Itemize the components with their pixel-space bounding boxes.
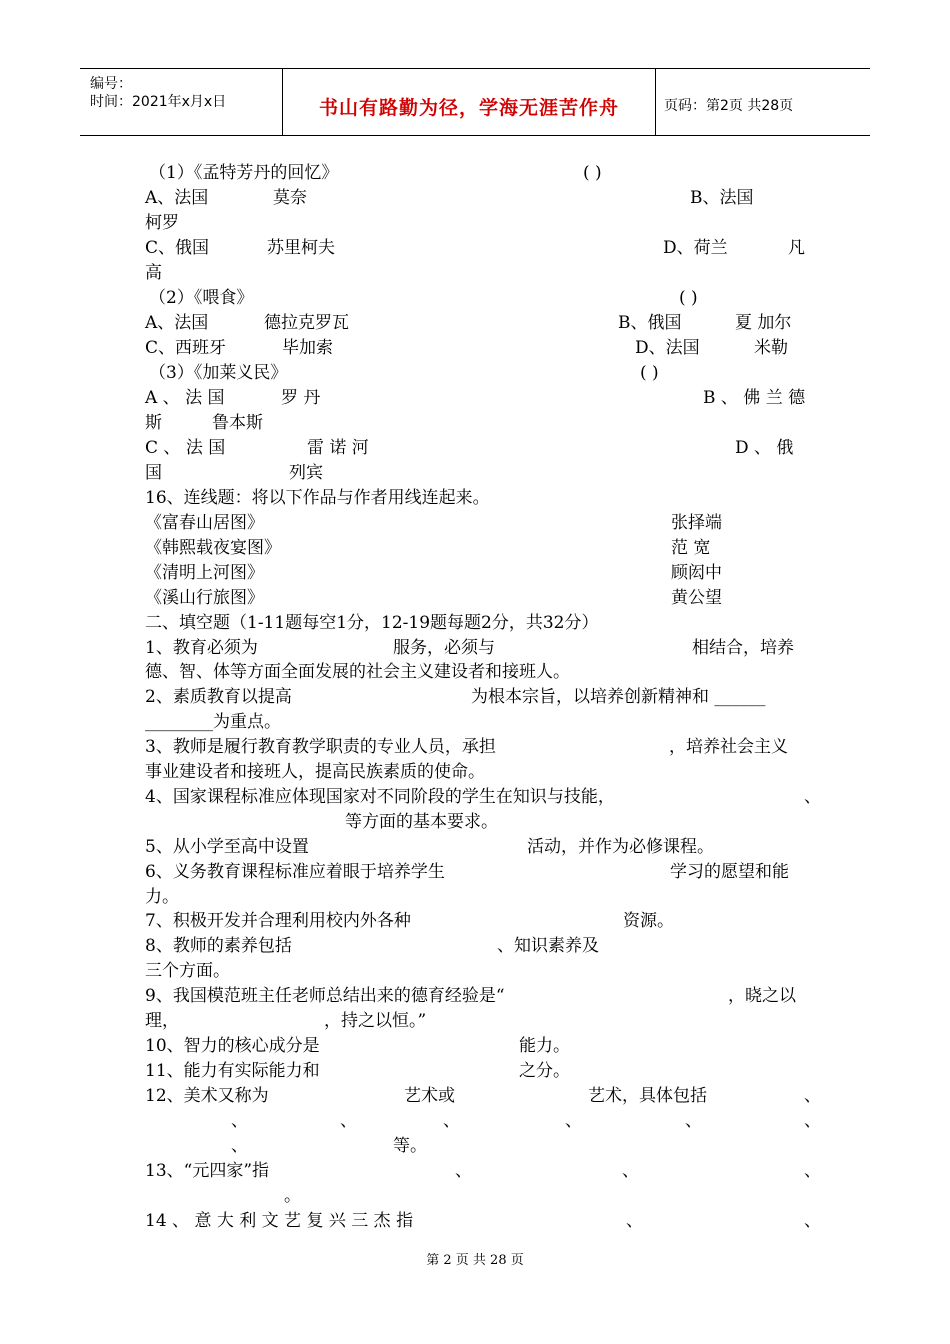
text-line: 、 xyxy=(231,1136,248,1156)
text-line: A 、 法 国 xyxy=(145,388,225,408)
text-line: ( ) xyxy=(679,288,698,308)
text-line: 学习的愿望和能 xyxy=(670,862,789,882)
text-line: 16、连线题：将以下作品与作者用线连起来。 xyxy=(145,488,490,508)
text-line: C、西班牙 xyxy=(145,338,227,358)
text-line: 范 宽 xyxy=(671,538,711,558)
text-line: 国 xyxy=(145,463,162,483)
text-line: 、 xyxy=(804,1161,821,1181)
page-header xyxy=(80,68,870,136)
text-line: ( ) xyxy=(640,363,659,383)
text-line: 服务，必须与 xyxy=(393,638,495,658)
text-line: （2）《喂食》 xyxy=(149,288,254,308)
text-line: 雷 诺 河 xyxy=(307,438,369,458)
text-line: 、 xyxy=(685,1111,702,1131)
text-line: 苏里柯夫 xyxy=(267,238,335,258)
text-line: 黄公望 xyxy=(671,588,722,608)
text-line: 等方面的基本要求。 xyxy=(345,812,498,832)
text-line: 《富春山居图》 xyxy=(145,513,264,533)
text-line: B、法国 xyxy=(690,188,754,208)
text-line: 莫奈 xyxy=(273,188,307,208)
text-line: 毕加索 xyxy=(282,338,333,358)
text-line: （1）《孟特芳丹的回忆》 xyxy=(149,163,339,183)
text-line: 三个方面。 xyxy=(145,961,230,981)
text-line: 12、美术又称为 xyxy=(145,1086,269,1106)
text-line: 、 xyxy=(231,1111,248,1131)
header-page-cell xyxy=(656,69,870,135)
text-line: 顾闳中 xyxy=(671,563,722,583)
text-line: 1、教育必须为 xyxy=(145,638,258,658)
text-line: 7、积极开发并合理利用校内外各种 xyxy=(145,911,411,931)
text-line: 《清明上河图》 xyxy=(145,563,264,583)
text-line: 力。 xyxy=(145,887,179,907)
text-line: 8、教师的素养包括 xyxy=(145,936,292,956)
text-line: 2、素质教育以提高 xyxy=(145,687,292,707)
text-line: 、 xyxy=(804,1086,821,1106)
text-line: A、法国 xyxy=(145,188,209,208)
text-line: 、 xyxy=(622,1161,639,1181)
text-line: 、 xyxy=(340,1111,357,1131)
header-motto: 书山有路勤为径，学海无涯苦作舟 xyxy=(318,97,619,119)
text-line: 列宾 xyxy=(289,463,323,483)
text-line: 张择端 xyxy=(671,513,722,533)
text-line: 罗 丹 xyxy=(281,388,321,408)
header-motto-cell xyxy=(283,69,656,135)
header-info-cell xyxy=(80,69,283,135)
header-page-number: 页码：第2页 共28页 xyxy=(664,98,794,114)
text-line: C、俄国 xyxy=(145,238,210,258)
text-line: 5、从小学至高中设置 xyxy=(145,837,309,857)
text-line: 相结合，培养 xyxy=(692,638,794,658)
text-line: D、法国 xyxy=(635,338,700,358)
text-line: ( ) xyxy=(583,163,602,183)
document-time-label: 时间：2021年x月x日 xyxy=(90,94,227,110)
text-line: 夏 加尔 xyxy=(735,313,792,333)
text-line: 《韩熙载夜宴图》 xyxy=(145,538,281,558)
text-line: D 、 俄 xyxy=(735,438,794,458)
text-line: 艺术，具体包括 xyxy=(588,1086,707,1106)
text-line: 凡 xyxy=(788,238,805,258)
text-line: 、 xyxy=(804,787,821,807)
text-line: 13、“元四家”指 xyxy=(145,1161,270,1181)
text-line: ，晓之以 xyxy=(728,986,796,1006)
text-line: 德、智、体等方面全面发展的社会主义建设者和接班人。 xyxy=(145,662,570,682)
text-line: 14 、 意 大 利 文 艺 复 兴 三 杰 指 xyxy=(145,1211,414,1231)
text-line: 3、教师是履行教育教学职责的专业人员，承担 xyxy=(145,737,496,757)
text-line: B、俄国 xyxy=(618,313,682,333)
text-line: 之分。 xyxy=(519,1061,570,1081)
text-line: 柯罗 xyxy=(145,213,179,233)
text-line: 为根本宗旨，以培养创新精神和 ______ xyxy=(471,687,766,707)
text-line: 活动，并作为必修课程。 xyxy=(527,837,714,857)
text-line: A、法国 xyxy=(145,313,209,333)
text-line: 、 xyxy=(626,1211,643,1231)
text-line: B 、 佛 兰 德 xyxy=(703,388,806,408)
text-line: 能力。 xyxy=(519,1036,570,1056)
text-line: （3）《加莱义民》 xyxy=(149,363,288,383)
document-number-label: 编号： xyxy=(90,76,132,92)
text-line: 。 xyxy=(284,1186,301,1206)
page-footer: 第 2 页 共 28 页 xyxy=(426,1253,524,1268)
text-line: 高 xyxy=(145,263,162,283)
text-line: ，培养社会主义 xyxy=(669,737,788,757)
text-line: 、知识素养及 xyxy=(497,936,599,956)
text-line: ________为重点。 xyxy=(145,712,281,732)
text-line: 米勒 xyxy=(754,338,788,358)
text-line: 鲁本斯 xyxy=(212,413,263,433)
text-line: 、 xyxy=(455,1161,472,1181)
text-line: 艺术或 xyxy=(404,1086,455,1106)
text-line: 二、填空题（1-11题每空1分，12-19题每题2分，共32分） xyxy=(145,613,599,633)
text-line: 10、智力的核心成分是 xyxy=(145,1036,320,1056)
text-line: 德拉克罗瓦 xyxy=(264,313,349,333)
text-line: 4、国家课程标准应体现国家对不同阶段的学生在知识与技能， xyxy=(145,787,615,807)
text-line: 、 xyxy=(804,1211,821,1231)
text-line: 9、我国模范班主任老师总结出来的德育经验是“ xyxy=(145,986,505,1006)
text-line: D、荷兰 xyxy=(663,238,728,258)
text-line: 等。 xyxy=(393,1136,427,1156)
text-line: 事业建设者和接班人，提高民族素质的使命。 xyxy=(145,762,485,782)
text-line: 、 xyxy=(804,1111,821,1131)
text-line: ，持之以恒。” xyxy=(324,1011,427,1031)
text-line: 理， xyxy=(145,1011,179,1031)
text-line: 《溪山行旅图》 xyxy=(145,588,264,608)
text-line: 、 xyxy=(443,1111,460,1131)
text-line: 资源。 xyxy=(623,911,674,931)
text-line: C 、 法 国 xyxy=(145,438,226,458)
text-line: 6、义务教育课程标准应着眼于培养学生 xyxy=(145,862,445,882)
text-line: 斯 xyxy=(145,413,162,433)
text-line: 、 xyxy=(565,1111,582,1131)
text-line: 11、能力有实际能力和 xyxy=(145,1061,320,1081)
